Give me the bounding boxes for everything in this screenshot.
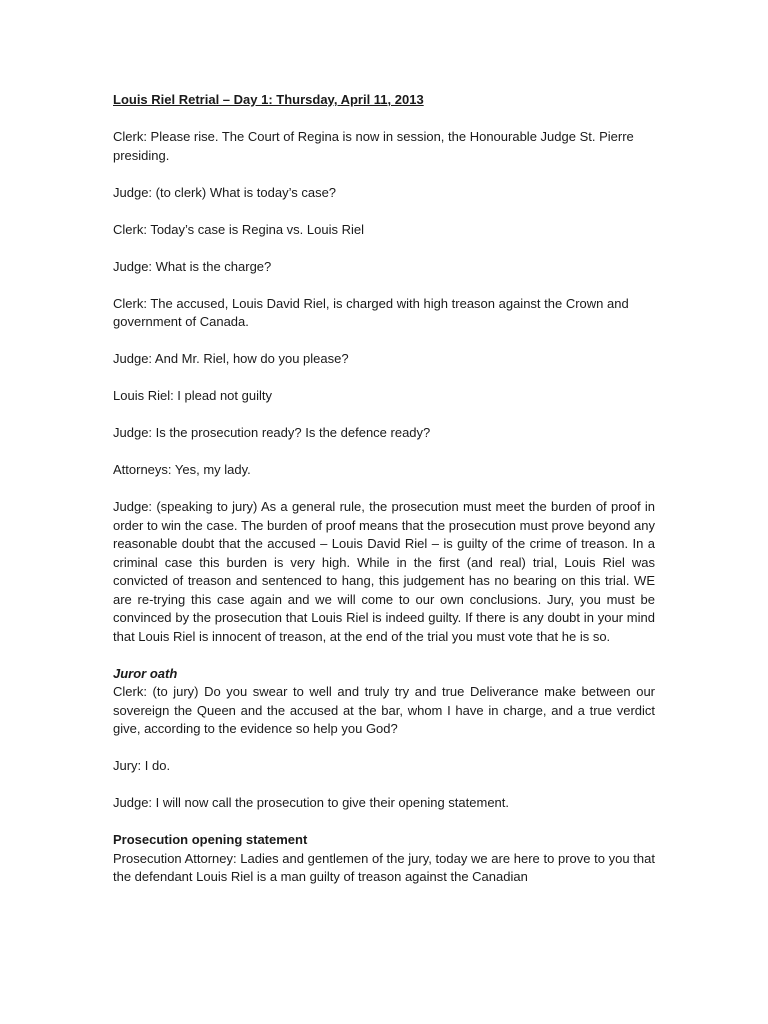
- paragraph-jury-response: Jury: I do.: [113, 758, 171, 773]
- paragraph-riel-plea: Louis Riel: I plead not guilty: [113, 388, 272, 403]
- paragraph-clerk-case: Clerk: Today’s case is Regina vs. Louis Riel: [113, 221, 364, 237]
- paragraph-judge-charge-question: Judge: What is the charge?: [113, 258, 272, 274]
- paragraph-judge-case-question: Judge: (to clerk) What is today’s case?: [113, 184, 337, 200]
- section-heading-juror-oath: Juror oath: [113, 665, 178, 681]
- paragraph-clerk-oath: Clerk: (to jury) Do you swear to well and truly try and true Deliverance make between our sovereign the Queen and the accused at the bar, whom I have in charge, and a true verdict give, according to the evidence so help you God?: [113, 684, 655, 736]
- section-heading-prosecution-opening: Prosecution opening statement: [113, 832, 308, 847]
- paragraph-judge-jury-instruction: Judge: (speaking to jury) As a general rule, the prosecution must meet the burden of proof in order to win the case. The burden of proof means that the prosecution must prove beyond any reasonable doubt that the accused – Louis David Riel – is guilty of the crime of treason. In a criminal case this burden is very high. While in the first (and real) trial, Louis Riel was convicted of treason and sentenced to hang, this judgement has no bearing on this trial. WE are re-trying this case again and we will come to our own conclusions. Jury, you must be convinced by the prosecution that Louis Riel is indeed guilty. If there is any doubt in your mind that Louis Riel is innocent of treason, at the end of the trial you must vote that he is so.: [113, 499, 655, 644]
- document-title: Louis Riel Retrial – Day 1: Thursday, April 11, 2013: [113, 92, 424, 107]
- paragraph-prosecution-statement: Prosecution Attorney: Ladies and gentlemen of the jury, today we are here to prove to you that the defendant Louis Riel is a man guilty of treason against the Canadian: [113, 850, 655, 884]
- document-body: [113, 91, 655, 887]
- paragraph-clerk-rise: Clerk: Please rise. The Court of Regina is now in session, the Honourable Judge St. Pierre presiding.: [113, 129, 634, 163]
- paragraph-judge-readiness: Judge: Is the prosecution ready? Is the defence ready?: [113, 425, 431, 440]
- paragraph-clerk-charge: Clerk: The accused, Louis David Riel, is charged with high treason against the Crown and government of Canada.: [113, 295, 629, 329]
- paragraph-attorneys-reply: Attorneys: Yes, my lady.: [113, 462, 251, 477]
- paragraph-judge-plea-question: Judge: And Mr. Riel, how do you please?: [113, 351, 349, 366]
- paragraph-judge-call-prosecution: Judge: I will now call the prosecution to give their opening statement.: [113, 795, 510, 810]
